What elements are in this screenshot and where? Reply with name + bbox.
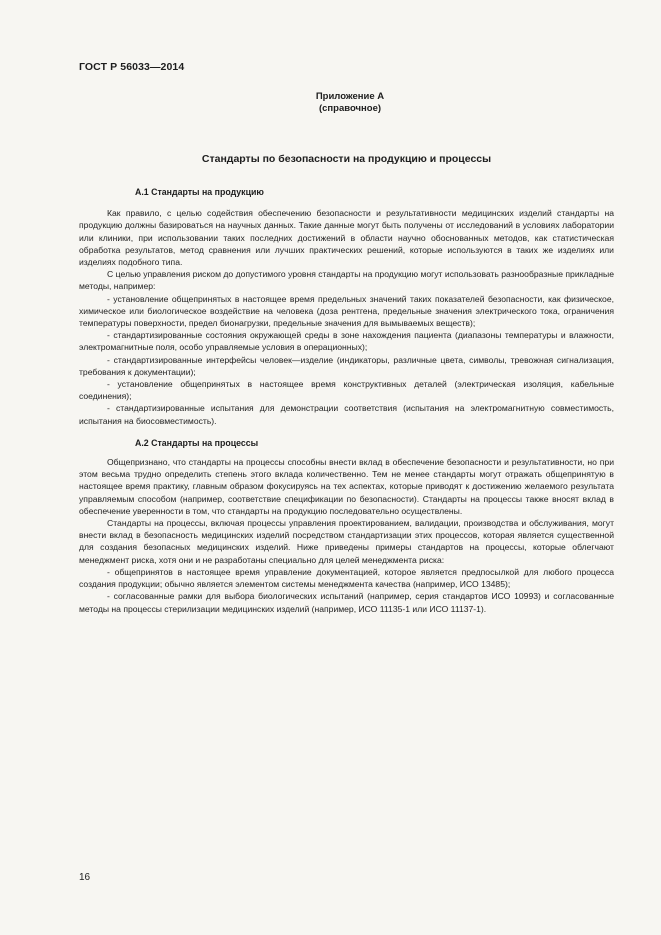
page-title: Стандарты по безопасности на продукцию и процессы — [201, 153, 492, 165]
paragraph: Как правило, с целью содействия обеспечению безопасности и результативности медицинских изделий стандарты на продукцию должны базироваться на научных данных. Такие данные могут быть получены от исследований в условиях лаборатории или клиники, при использовании таких последних достижений в области научно обоснованных методов, как статистическая обработка результатов, метод сравнения или лучших практических решений, которые используются в таких же изделиях или изделиях подобного типа. — [79, 208, 614, 268]
document-code: ГОСТ Р 56033—2014 — [79, 61, 185, 73]
list-item: - стандартизированные интерфейсы человек—изделие (индикаторы, различные цвета, символы, тревожная сигнализация, требования к документации); — [79, 354, 614, 377]
section-heading-a2: А.2 Стандарты на процессы — [135, 437, 259, 448]
list-item: - установление общепринятых в настоящее время предельных значений таких показателей безопасности, как физическое, химическое или биологическое воздействие на человека (доза рентгена, предельные значения электрического тока, ограничения температуры поверхности, предел бионагрузки, предельные значения для вымываемых веществ); — [79, 293, 614, 329]
list-item: - общепринятов в настоящее время управление документацией, которое является предпосылкой для любого процесса создания продукции; обычно является элементом системы менеджмента качества (например, ИСО 13485); — [79, 566, 614, 590]
list-item: - стандартизированные испытания для демонстрации соответствия (испытания на электромагнитную совместимость, испытания на биосовместимость). — [79, 403, 614, 426]
list-item: - стандартизированные состояния окружающей среды в зоне нахождения пациента (диапазоны температуры и влажности, электромагнитные поля, особо управляемые условия в операционных); — [79, 330, 614, 353]
paragraph: С целью управления риском до допустимого уровня стандарты на продукцию могут использовать разнообразные прикладные методы, например: — [79, 269, 614, 292]
document-body — [79, 186, 614, 615]
paragraph: Общепризнано, что стандарты на процессы способны внести вклад в обеспечение безопасности и результативности, но при этом весьма трудно определить степень этого вклада количественно. Тем не менее стандарты могут отражать общепринятую в настоящее время практику, главным образом фокусируясь на тех аспектах, которые приводят к достижению желаемого результата управляемым способом (например, соответствие спецификации по безопасности). Стандарты на процессы также вносят вклад в обеспечение уверенности в том, что стандарты на продукцию последовательно осуществлены. — [79, 457, 614, 516]
page-number: 16 — [79, 872, 91, 883]
list-item: - согласованные рамки для выбора биологических испытаний (например, серия стандартов ИСО 10993) и согласованные методы на процессы стерилизации медицинских изделий (например, ИСО 11135-1 или ИСО 11137-1). — [79, 591, 614, 614]
appendix-note: (справочное) — [318, 103, 382, 114]
section-heading-a1: А.1 Стандарты на продукцию — [135, 187, 264, 197]
appendix-block — [270, 91, 430, 115]
paragraph: Стандарты на процессы, включая процессы управления проектированием, валидации, производства и обслуживания, могут внести вклад в безопасность медицинских изделий посредством стандартизации этих процессов, которая является существенной для создания безопасных медицинских изделий. Ниже приведены примеры стандартов на процессы, которые облегчают менеджмент риска, хотя они и не разработаны специально для целей менеджмента риска: — [79, 518, 614, 565]
list-item: - установление общепринятых в настоящее время конструктивных деталей (электрическая изоляция, кабельные соединения); — [79, 379, 614, 402]
appendix-label: Приложение А — [315, 91, 385, 102]
